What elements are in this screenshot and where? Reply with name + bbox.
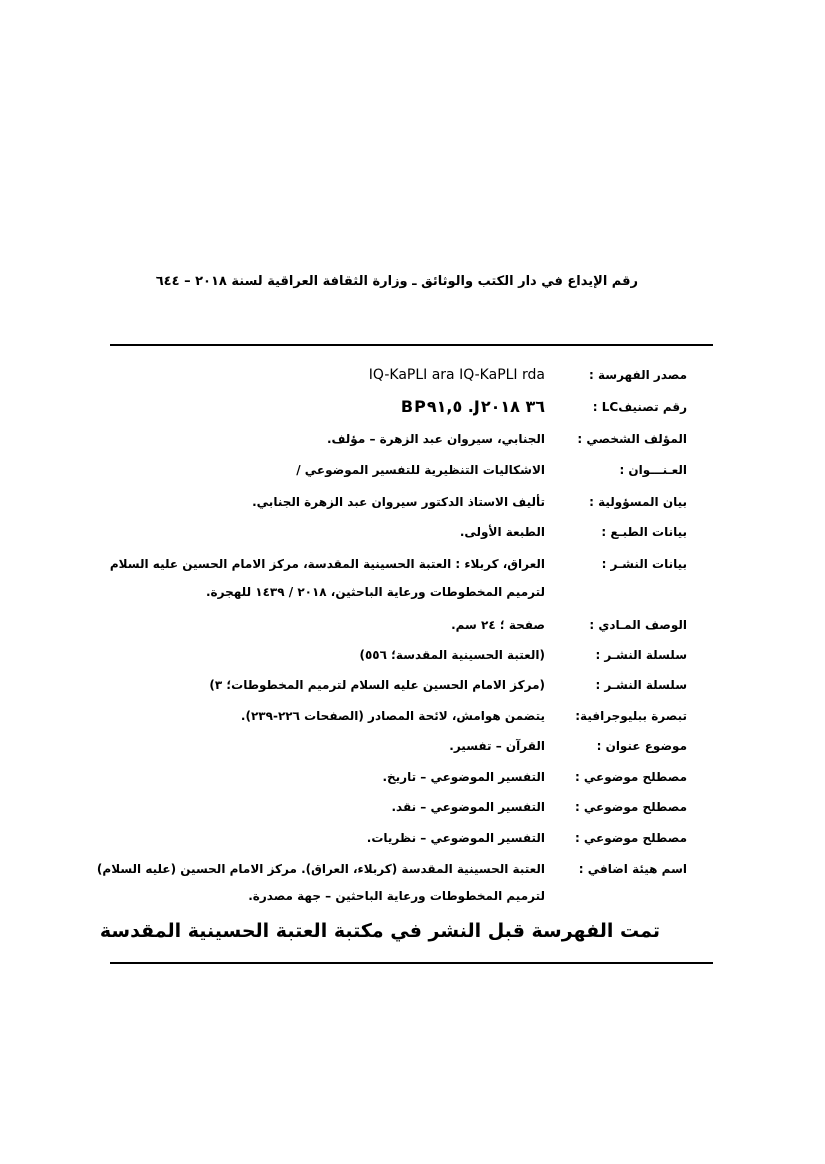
field-value-continuation: لترميم المخطوطات ورعاية الباحثين – جهة مصدرة.	[248, 889, 545, 903]
field-value: التفسير الموضوعي – نظريات.	[366, 831, 545, 845]
field-value: IQ-KaPLI ara IQ-KaPLI rda	[368, 367, 545, 383]
bottom-divider	[110, 962, 713, 964]
field-value: تأليف الاستاذ الدكتور سيروان عبد الزهرة الجنابي.	[252, 495, 545, 509]
field-label: بيانات الطبـع :	[601, 525, 687, 539]
field-label: مصطلح موضوعي :	[574, 770, 687, 784]
field-label: بيان المسؤولية :	[589, 495, 687, 509]
field-label: تبصرة ببليوجرافية:	[575, 709, 687, 723]
field-label: بيانات النشـر :	[601, 557, 687, 571]
field-label: العـنـــوان :	[619, 463, 687, 477]
field-label: مصطلح موضوعي :	[574, 800, 687, 814]
legal-deposit-line: رقم الإيداع في دار الكتب والوثائق ـ وزارة الثقافة العراقية لسنة ٢٠١٨ – ٦٤٤	[155, 274, 638, 289]
field-value: التفسير الموضوعي – تاريخ.	[382, 770, 545, 784]
field-value: القرآن – تفسير.	[449, 739, 545, 753]
cataloging-footer-note: تمت الفهرسة قبل النشر في مكتبة العتبة الحسينية المقدسة	[99, 920, 660, 942]
field-label: الوصف المـادي :	[589, 618, 687, 632]
field-label: مصطلح موضوعي :	[574, 831, 687, 845]
field-value: الطبعة الأولى.	[459, 525, 545, 539]
field-value: الجنابي، سيروان عبد الزهرة – مؤلف.	[326, 432, 545, 446]
field-label: اسم هيئة اضافي :	[578, 862, 687, 876]
field-label: سلسلة النشـر :	[595, 648, 687, 662]
field-value: العتبة الحسينية المقدسة (كربلاء، العراق). مركز الامام الحسين (عليه السلام)	[96, 862, 545, 876]
field-value: يتضمن هوامش، لائحة المصادر (الصفحات ٢٢٦-٢٣٩).	[240, 709, 545, 723]
field-label: موضوع عنوان :	[596, 739, 687, 753]
field-value: الاشكاليات التنظيرية للتفسير الموضوعي /	[296, 463, 545, 477]
field-value: BP٩١,٥ .J٣٦ ٢٠١٨	[400, 397, 545, 416]
field-label: سلسلة النشـر :	[595, 678, 687, 692]
field-label: رقم تصنيفLC :	[592, 400, 687, 414]
field-value: العراق، كربلاء : العتبة الحسينية المقدسة، مركز الامام الحسين عليه السلام	[109, 557, 545, 571]
field-value: التفسير الموضوعي – نقد.	[391, 800, 545, 814]
field-value: صفحة ؛ ٢٤ سم.	[451, 618, 545, 632]
field-value: (مركز الامام الحسين عليه السلام لترميم المخطوطات؛ ٣)	[209, 678, 545, 692]
field-value: (العتبة الحسينية المقدسة؛ ٥٥٦)	[359, 648, 545, 662]
field-value-continuation: لترميم المخطوطات ورعاية الباحثين، ٢٠١٨ / ١٤٣٩ للهجرة.	[206, 585, 545, 599]
top-divider	[110, 344, 713, 346]
field-label: المؤلف الشخصي :	[577, 432, 687, 446]
field-label: مصدر الفهرسة :	[589, 368, 687, 382]
